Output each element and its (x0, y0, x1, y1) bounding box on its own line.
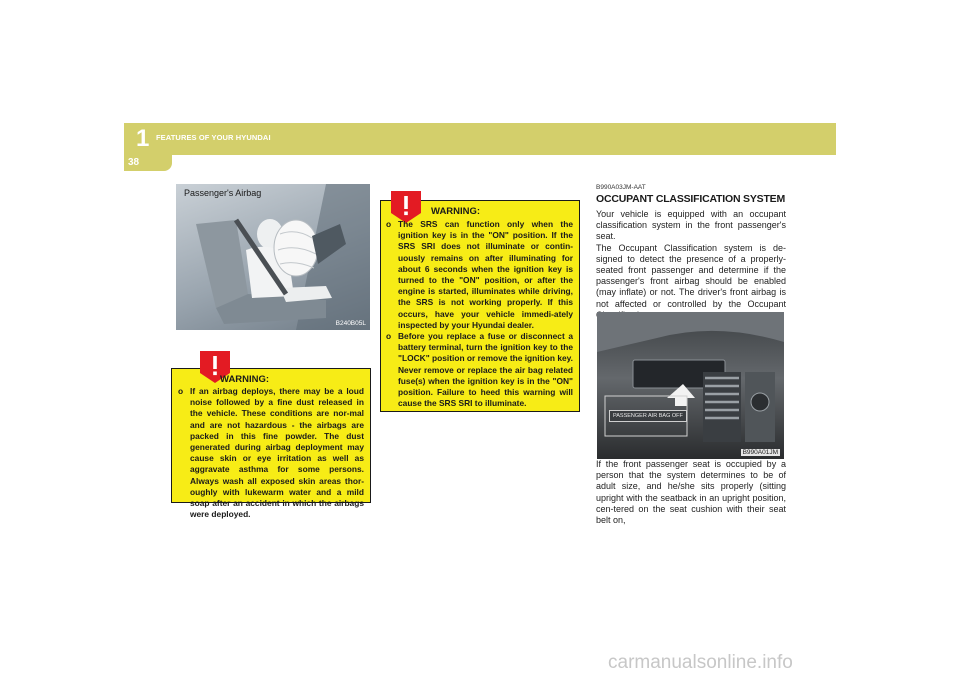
section-paragraph: If the front passenger seat is occupied by a person that the system determines to be of adult size, and he/she sits properly (sitting upright with the seatback in an upright position, cen-tered on the seat cushion with their seat belt on, (596, 459, 786, 526)
passenger-airbag-off-figure (597, 312, 784, 459)
figure-code: B990A01JM (742, 449, 778, 456)
warning-list (386, 219, 573, 409)
airbag-illustration (176, 184, 370, 330)
warning-list (178, 386, 364, 520)
section-heading: OCCUPANT CLASSIFICATION SYSTEM (596, 193, 786, 205)
warning-item (386, 219, 573, 331)
chapter-title: FEATURES OF YOUR HYUNDAI (156, 133, 271, 142)
dashboard-illustration (597, 312, 784, 459)
bullet: o (178, 386, 184, 396)
warning-text: The SRS can function only when the ignition key is in the "ON" position. If the SRS SRI does not illuminate or contin-uously remains on after illuminating for about 6 seconds when the ignition key is turned to the "ON" position, or after the engine is started, illuminates while driving, the SRS is not working properly. If this occurs, have your vehicle immedi-ately inspected by your Hyundai dealer. (398, 219, 573, 330)
passenger-airbag-figure (176, 184, 370, 330)
bullet: o (386, 331, 392, 342)
warning-item (386, 331, 573, 409)
page-number: 38 (128, 157, 140, 168)
chapter-number: 1 (136, 125, 150, 152)
warning-text: If an airbag deploys, there may be a loud noise followed by a fine dust released in the vehicle. These conditions are nor-mal and are not hazardous - the airbags are packed in this fine powder. The dust generated during airbag deployment may cause skin or eye irritation as well as aggravate asthma for some persons. Always wash all exposed skin areas thor-oughly with lukewarm water and a mild soap after an accident in which the airbags were deployed. (190, 386, 364, 520)
warning-text: Before you replace a fuse or disconnect a battery terminal, turn the ignition key to the "LOCK" position or remove the ignition key. Never remove or replace the air bag related fuse(s) when the ignition key is in the "ON" position. Failure to heed this warning will cause the SRS SRI to illuminate. (398, 331, 573, 409)
warning-box-airbag-dust (171, 368, 371, 520)
warning-title: WARNING: (220, 374, 270, 385)
watermark: carmanualsonline.info (608, 652, 793, 673)
warning-box-srs (380, 200, 580, 412)
bullet: o (386, 219, 392, 229)
passenger-airbag-off-label: PASSENGER AIR BAG OFF (609, 410, 687, 422)
section-code: B990A03JM-AAT (596, 184, 646, 191)
warning-item (178, 386, 364, 520)
figure-caption: Passenger's Airbag (184, 188, 262, 198)
figure-code: B240B05L (335, 320, 366, 327)
section-paragraph: Your vehicle is equipped with an occupant classification system in the front passenger's seat. The Occupant Classification system is de-signed to detect the presence of a properly-seated front passenger and determine if the passenger's front airbag should be enabled (may inflate) or not. The driver's front airbag is not affected or controlled by the Occupant (596, 209, 786, 309)
warning-title: WARNING: (431, 206, 481, 217)
